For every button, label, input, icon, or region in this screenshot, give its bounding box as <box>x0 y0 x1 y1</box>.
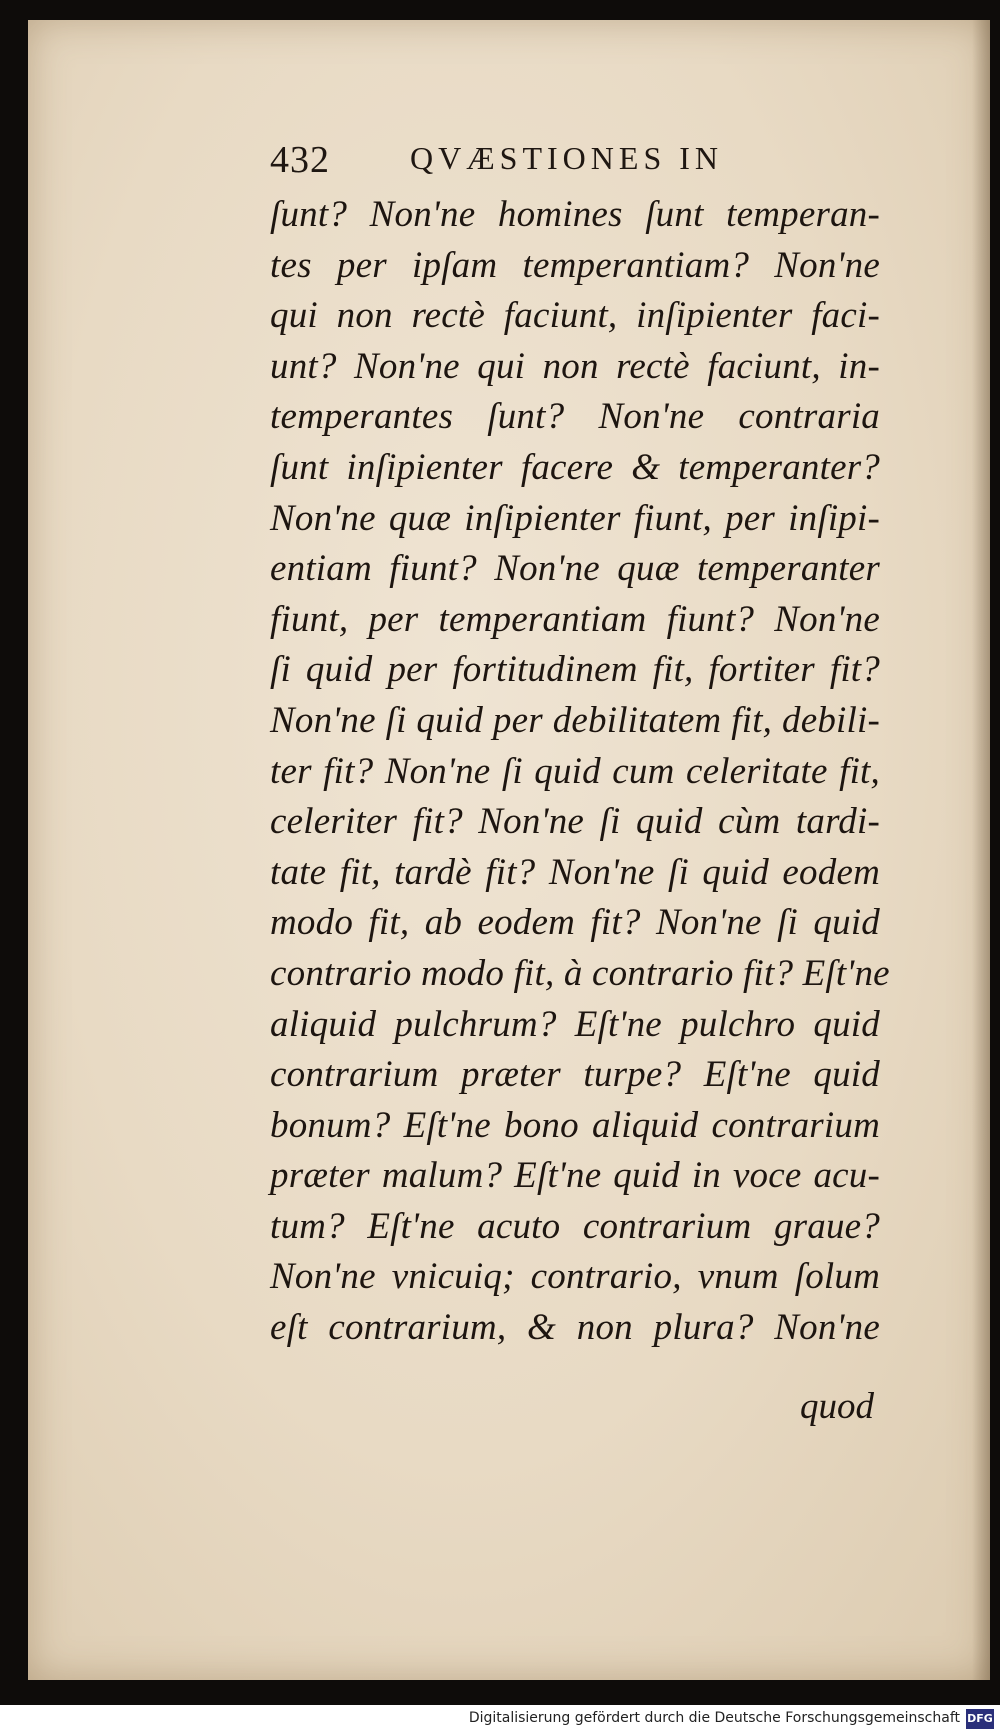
text-line: tate fit, tardè fit? Non'ne ſi quid eodem <box>270 851 880 893</box>
footer-bar <box>0 1705 1000 1735</box>
text-line: unt? Non'ne qui non rectè faciunt, in- <box>270 345 880 387</box>
text-line: ſunt inſipienter facere & temperanter? <box>270 446 880 488</box>
funding-credit: Digitalisierung gefördert durch die Deutsche Forschungsgemeinschaft <box>468 1710 960 1726</box>
text-line: ſunt? Non'ne homines ſunt temperan- <box>270 194 880 235</box>
text-body <box>270 190 890 1354</box>
page-number: 432 <box>270 139 330 181</box>
text-line: Non'ne vnicuiq; contrario, vnum ſolum <box>270 1256 880 1298</box>
text-line: temperantes ſunt? Non'ne contraria <box>270 396 880 438</box>
dfg-logo-icon: DFG <box>966 1709 994 1729</box>
page-header <box>270 130 870 190</box>
running-head: QVÆSTIONES IN <box>410 140 723 176</box>
text-line: fiunt, per temperantiam fiunt? Non'ne <box>270 598 880 640</box>
text-line: contrario modo fit, à contrario fit? Eſt'ne <box>270 952 890 994</box>
text-line: contrarium præter turpe? Eſt'ne quid <box>270 1054 880 1096</box>
text-line: modo fit, ab eodem fit? Non'ne ſi quid <box>270 902 880 944</box>
text-line: bonum? Eſt'ne bono aliquid contrarium <box>270 1104 880 1146</box>
text-line: Non'ne quæ inſipienter fiunt, per inſipi- <box>270 497 880 539</box>
page-edge-shadow <box>972 20 990 1680</box>
text-line: aliquid pulchrum? Eſt'ne pulchro quid <box>270 1003 880 1045</box>
text-line: Non'ne ſi quid per debilitatem fit, debili- <box>270 699 880 741</box>
text-line: qui non rectè faciunt, inſipienter faci- <box>270 295 880 337</box>
text-line: ſi quid per fortitudinem fit, fortiter fit? <box>270 649 880 691</box>
text-line: præter malum? Eſt'ne quid in voce acu- <box>270 1155 880 1197</box>
text-line: tum? Eſt'ne acuto contrarium graue? <box>270 1205 880 1247</box>
text-line: eſt contrarium, & non plura? Non'ne <box>270 1307 880 1349</box>
text-line: celeriter fit? Non'ne ſi quid cùm tardi- <box>270 801 880 843</box>
text-line: entiam fiunt? Non'ne quæ temperanter <box>270 548 880 590</box>
text-line: tes per ipſam temperantiam? Non'ne <box>270 244 880 286</box>
text-line: ter fit? Non'ne ſi quid cum celeritate fit, <box>270 750 880 792</box>
catchword: quod <box>800 1386 874 1427</box>
